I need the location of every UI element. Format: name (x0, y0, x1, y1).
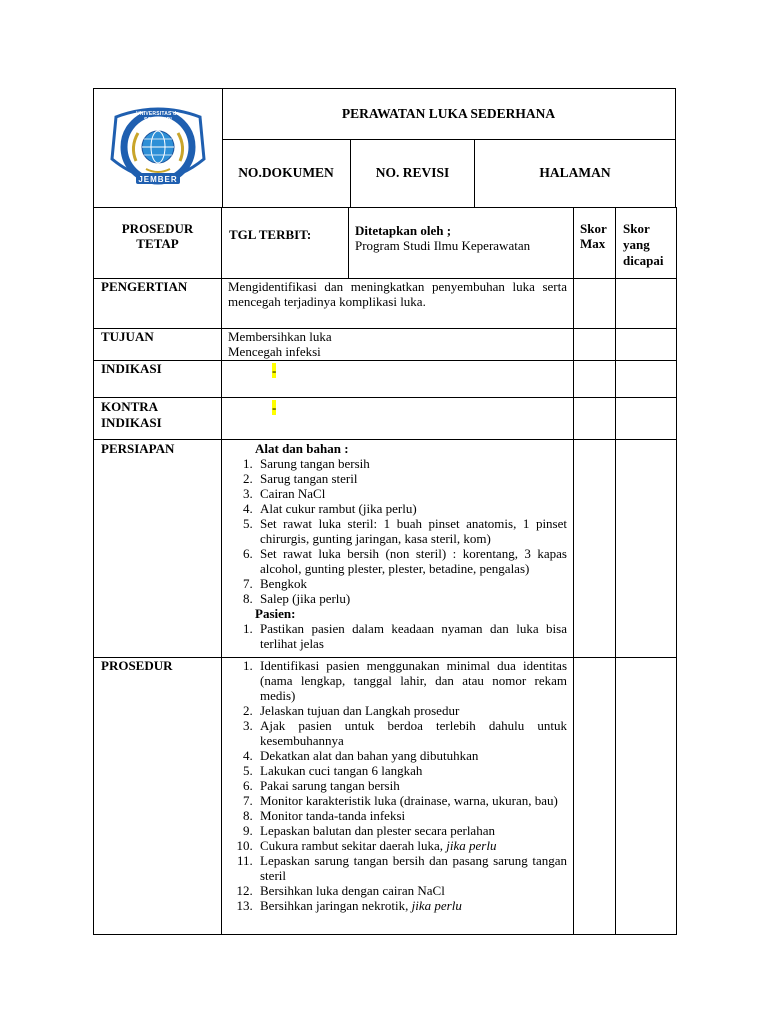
alat-heading: Alat dan bahan : (255, 441, 349, 456)
kontra-indikasi-skor-max (574, 398, 616, 440)
italic-note: jika perlu (411, 898, 462, 913)
pengertian-label: PENGERTIAN (94, 279, 222, 329)
logo-cell (94, 89, 223, 207)
indikasi-skor-dicapai (616, 361, 677, 398)
sop-table (93, 207, 677, 935)
indikasi-value: - (272, 363, 277, 378)
document-info-row (222, 139, 675, 207)
list-item: 5. Set rawat luka steril: 1 buah pinset anatomis, 1 pinset chirurgis, gunting jaringan, kasa steril, kom) (256, 516, 567, 546)
list-item: 11. Lepaskan sarung tangan bersih dan pasang sarung tangan steril (256, 853, 567, 883)
tujuan-cell (222, 329, 574, 361)
ditetapkan-cell (349, 208, 574, 279)
halaman-label: HALAMAN (474, 139, 675, 207)
tujuan-skor-max (574, 329, 616, 361)
kontra-indikasi-skor-dicapai (616, 398, 677, 440)
document-title: PERAWATAN LUKA SEDERHANA (222, 89, 675, 140)
ditetapkan-value: Program Studi Ilmu Keperawatan (355, 238, 531, 253)
list-item: 6. Set rawat luka bersih (non steril) : korentang, 3 kapas alcohol, gunting plester, plester, betadine, pengalas) (256, 546, 567, 576)
list-item: 2. Jelaskan tujuan dan Langkah prosedur (256, 703, 567, 718)
list-item: 7. Bengkok (256, 576, 567, 591)
document-header (93, 88, 676, 208)
list-item: 3. Cairan NaCl (256, 486, 567, 501)
logo-text-bottom: JEMBER (138, 175, 178, 184)
tgl-terbit-label: TGL TERBIT: (222, 208, 349, 279)
list-item: 4. Alat cukur rambut (jika perlu) (256, 501, 567, 516)
tujuan-line: Mencegah infeksi (228, 344, 321, 359)
persiapan-skor-max (574, 440, 616, 658)
tujuan-skor-dicapai (616, 329, 677, 361)
persiapan-label: PERSIAPAN (94, 440, 222, 658)
list-item: 8. Monitor tanda-tanda infeksi (256, 808, 567, 823)
alat-list (228, 456, 567, 606)
list-item: 6. Pakai sarung tangan bersih (256, 778, 567, 793)
indikasi-label: INDIKASI (94, 361, 222, 398)
kontra-indikasi-label-line: INDIKASI (101, 415, 162, 430)
list-item: 1. Identifikasi pasien menggunakan minimal dua identitas (nama lengkap, tanggal lahir, dan atau nomor rekam medis) (256, 658, 567, 703)
prosedur-skor-dicapai (616, 658, 677, 935)
pengertian-text: Mengidentifikasi dan meningkatkan penyembuhan luka serta mencegah terjadinya komplikasi luka. (222, 279, 574, 329)
prosedur-list (228, 658, 567, 913)
persiapan-cell (222, 440, 574, 658)
pasien-heading: Pasien: (255, 606, 296, 621)
prosedur-skor-max (574, 658, 616, 935)
list-item: 1. Pastikan pasien dalam keadaan nyaman dan luka bisa terlihat jelas (256, 621, 567, 651)
indikasi-skor-max (574, 361, 616, 398)
list-item: 9. Lepaskan balutan dan plester secara perlahan (256, 823, 567, 838)
list-item: 12. Bersihkan luka dengan cairan NaCl (256, 883, 567, 898)
tujuan-label: TUJUAN (94, 329, 222, 361)
list-item (256, 898, 567, 913)
no-revisi-label: NO. REVISI (350, 139, 474, 207)
pengertian-skor-max (574, 279, 616, 329)
list-item (256, 838, 567, 853)
skor-dicapai-label: Skor yang dicapai (616, 208, 677, 279)
persiapan-row (94, 440, 677, 658)
list-item: 8. Salep (jika perlu) (256, 591, 567, 606)
pasien-list (228, 621, 567, 651)
prosedur-label: PROSEDUR (94, 658, 222, 935)
tujuan-row (94, 329, 677, 361)
list-item: 3. Ajak pasien untuk berdoa terlebih dahulu untuk kesembuhannya (256, 718, 567, 748)
tujuan-line: Membersihkan luka (228, 329, 332, 344)
list-item-text: Bersihkan jaringan nekrotik, (260, 898, 409, 913)
italic-note: jika perlu (446, 838, 497, 853)
skor-max-label: Skor Max (574, 208, 616, 279)
list-item: 5. Lakukan cuci tangan 6 langkah (256, 763, 567, 778)
kontra-indikasi-cell (222, 398, 574, 440)
list-item: 4. Dekatkan alat dan bahan yang dibutuhkan (256, 748, 567, 763)
indikasi-row (94, 361, 677, 398)
kontra-indikasi-label (94, 398, 222, 440)
ditetapkan-label: Ditetapkan oleh ; (355, 223, 452, 238)
persiapan-skor-dicapai (616, 440, 677, 658)
list-item: 2. Sarug tangan steril (256, 471, 567, 486)
prosedur-tetap-label: PROSEDUR TETAP (94, 208, 222, 279)
kontra-indikasi-value: - (272, 400, 277, 415)
prosedur-cell (222, 658, 574, 935)
logo-text-top: UNIVERSITAS dr. SOEBANDI (136, 111, 180, 123)
pengertian-row (94, 279, 677, 329)
list-item: 7. Monitor karakteristik luka (drainase, warna, ukuran, bau) (256, 793, 567, 808)
pengertian-skor-dicapai (616, 279, 677, 329)
no-dokumen-label: NO.DOKUMEN (238, 165, 334, 180)
indikasi-cell (222, 361, 574, 398)
kontra-indikasi-label-line: KONTRA (101, 399, 159, 414)
table-header-row (94, 208, 677, 279)
kontra-indikasi-row (94, 398, 677, 440)
prosedur-row (94, 658, 677, 935)
list-item-text: Cukura rambut sekitar daerah luka, (260, 838, 444, 853)
list-item: 1. Sarung tangan bersih (256, 456, 567, 471)
